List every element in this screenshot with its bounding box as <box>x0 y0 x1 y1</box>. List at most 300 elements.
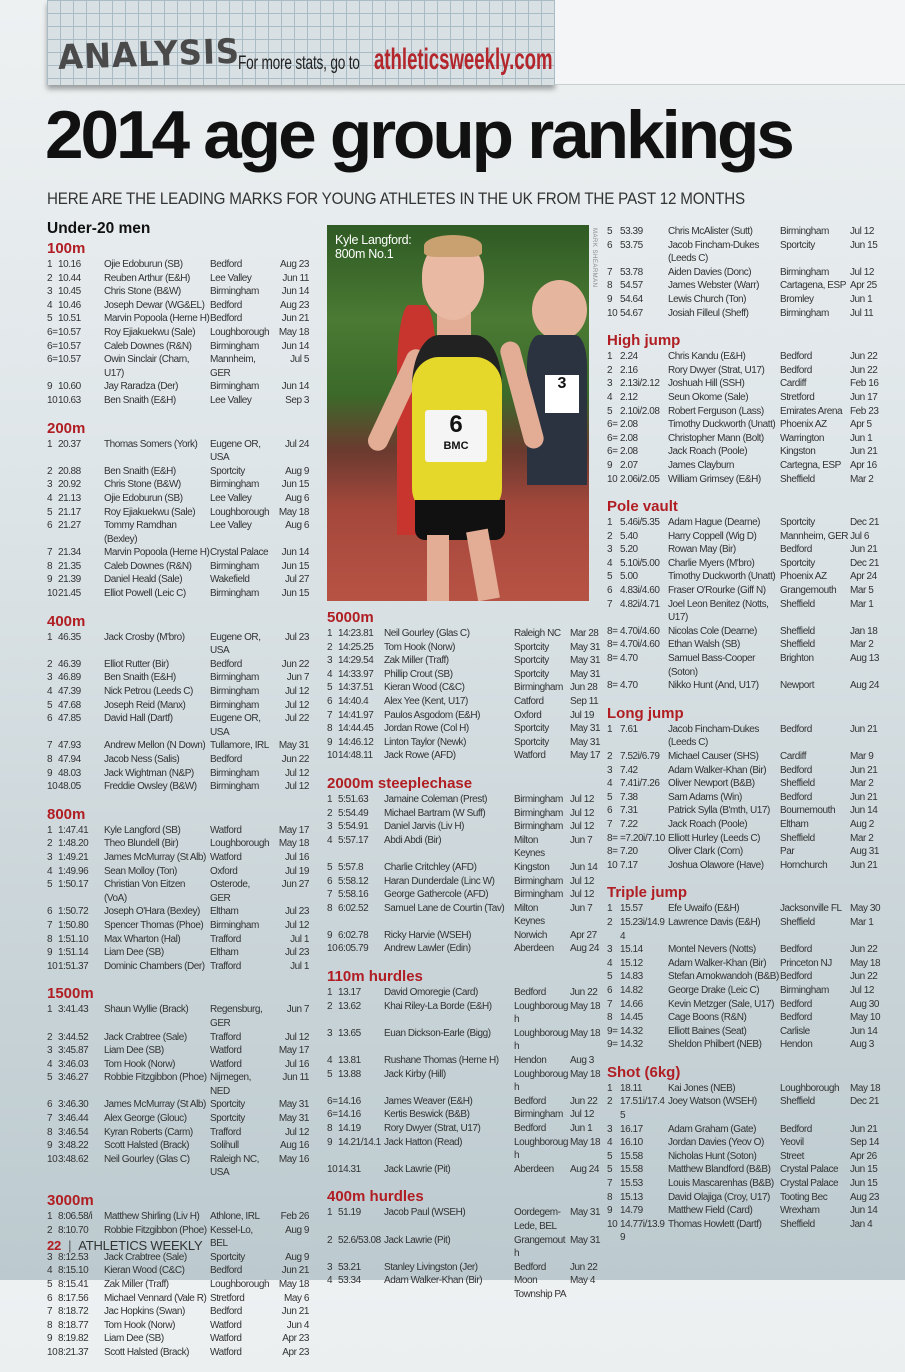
venue-cell: Jacksonville FL <box>780 903 842 915</box>
mark-cell: 8:21.37 <box>58 1346 89 1358</box>
ranking-row <box>327 722 601 736</box>
rank-cell: 2 <box>47 658 53 670</box>
venue-cell: Cartegna, ESP <box>780 459 841 471</box>
athlete-hair <box>424 235 482 257</box>
date-cell: Mar 2 <box>850 639 874 651</box>
venue-cell: Birmingham <box>210 672 259 684</box>
rank-cell: 9 <box>327 736 333 748</box>
event-block <box>47 220 309 408</box>
rank-cell: 4 <box>47 492 53 504</box>
venue-cell: Sportcity <box>210 1113 245 1125</box>
athlete-cell: Christian Von Eitzen (VoA) <box>104 879 186 904</box>
ranking-row <box>607 598 874 625</box>
mark-cell: 8:18.72 <box>58 1306 89 1318</box>
athlete-cell: Kieran Wood (C&C) <box>104 1265 185 1277</box>
venue-cell: Lee Valley <box>210 272 252 284</box>
date-cell: Mar 9 <box>850 751 874 762</box>
athlete-cell: Sean Molloy (Ton) <box>104 865 177 877</box>
ranking-row <box>327 749 601 763</box>
rank-cell: 5 <box>327 1068 333 1080</box>
date-cell: Jun 14 <box>281 381 309 393</box>
mark-cell: 21.17 <box>58 506 81 518</box>
mark-cell: 47.39 <box>58 686 81 698</box>
venue-cell: Sportcity <box>514 655 549 667</box>
date-cell: Jul 12 <box>285 699 309 711</box>
venue-cell: Nijmegen, NED <box>210 1072 251 1097</box>
mark-cell: 1:51.37 <box>58 960 89 972</box>
ranking-row <box>607 1150 877 1164</box>
mark-cell: 7.42 <box>620 764 638 776</box>
date-cell: Jun 15 <box>850 239 878 251</box>
athlete-cell: Jacob Paul (WSEH) <box>384 1207 466 1219</box>
athlete-cell: Jack Rowe (AFD) <box>384 750 456 762</box>
date-cell: Jun 14 <box>850 805 878 817</box>
venue-cell: Sportcity <box>210 1099 245 1111</box>
rank-cell: 3 <box>607 764 613 776</box>
athlete-cell: Jack Wightman (N&P) <box>104 767 194 779</box>
date-cell: Jun 1 <box>850 293 873 305</box>
venue-cell: Birmingham <box>514 821 563 833</box>
event-heading: 100m <box>47 240 86 257</box>
venue-cell: Osterode, GER <box>210 879 250 904</box>
rank-cell: 1 <box>47 1004 53 1016</box>
rank-cell: 3 <box>47 672 53 684</box>
mark-cell: 14:41.97 <box>338 709 374 721</box>
mark-cell: 5:51.63 <box>338 793 369 805</box>
venue-cell: Watford <box>210 1045 242 1057</box>
rank-cell: 7 <box>47 1306 53 1318</box>
athlete-cell: Chris Stone (B&W) <box>104 286 181 298</box>
date-cell: Aug 2 <box>850 818 874 830</box>
ranking-row <box>607 432 873 446</box>
date-cell: Jun 22 <box>850 971 878 983</box>
date-cell: May 31 <box>570 723 601 735</box>
mark-cell: 10.44 <box>58 272 81 284</box>
mark-cell: 14.77i/13.99 <box>620 1218 665 1244</box>
mark-cell: 14.19 <box>338 1123 361 1134</box>
date-cell: Dec 21 <box>850 517 879 529</box>
athlete-cell: Ben Snaith (E&H) <box>104 394 176 406</box>
group-heading: Under-20 men <box>47 220 151 237</box>
date-cell: Jul 23 <box>285 631 309 643</box>
mark-cell: 3:45.87 <box>58 1045 89 1057</box>
athlete-cell: Harry Coppell (Wig D) <box>668 530 757 542</box>
rank-cell: 10 <box>47 960 58 972</box>
rank-cell: 6 <box>47 906 53 918</box>
mark-cell: 3:46.44 <box>58 1113 89 1125</box>
athlete-cell: Rory Dwyer (Strat, U17) <box>384 1123 481 1134</box>
date-cell: May 31 <box>570 1207 601 1219</box>
date-cell: Jul 12 <box>570 793 594 805</box>
rank-cell: 9 <box>607 459 613 471</box>
ranking-row <box>47 851 309 865</box>
date-cell: Jun 28 <box>570 682 598 694</box>
mark-cell: 4.70 <box>620 653 638 665</box>
date-cell: Mar 1 <box>850 598 874 610</box>
ranking-row <box>47 394 309 408</box>
event-heading: 400m <box>47 612 86 630</box>
venue-cell: Tooting Bec <box>780 1191 828 1203</box>
date-cell: Jun 1 <box>850 432 873 444</box>
athlete-cell: Phillip Crout (SB) <box>384 668 453 680</box>
ranking-row <box>607 902 881 916</box>
date-cell: Jul 12 <box>570 807 594 819</box>
rank-cell: 7 <box>327 889 333 901</box>
rank-cell: 7 <box>47 919 53 931</box>
mark-cell: 20.88 <box>58 465 81 477</box>
bib-text: BMC <box>443 440 469 452</box>
date-cell: Mar 28 <box>570 628 599 639</box>
date-cell: Jul 23 <box>285 906 309 918</box>
rank-cell: 9= <box>607 1039 618 1051</box>
mark-cell: 4.70i/4.60 <box>620 625 660 637</box>
mark-cell: 7.41i/7.26 <box>620 778 660 790</box>
rank-cell: 2 <box>327 807 333 819</box>
athlete-cell: James Weaver (E&H) <box>384 1095 473 1107</box>
mark-cell: 8:10.70 <box>58 1224 89 1236</box>
mark-cell: 5:58.12 <box>338 875 369 887</box>
venue-cell: Loughborough <box>210 326 270 338</box>
venue-cell: Sportcity <box>514 668 549 680</box>
venue-cell: Mannheim, GER <box>210 354 256 379</box>
athlete-cell: Oliver Newport (B&B) <box>668 778 755 790</box>
rank-cell: 4 <box>607 1137 613 1149</box>
venue-cell: Sportcity <box>780 239 815 251</box>
date-cell: Aug 24 <box>850 680 879 692</box>
ranking-row <box>47 326 309 340</box>
ranking-row <box>47 1003 309 1030</box>
athlete-cell: Thomas Somers (York) <box>104 438 198 450</box>
ranking-row <box>607 266 874 280</box>
athlete-cell: Aiden Davies (Donc) <box>668 266 752 278</box>
date-cell: May 18 <box>850 957 881 969</box>
date-cell: Jun 22 <box>570 987 598 999</box>
date-cell: Jul 24 <box>285 438 309 450</box>
athlete-cell: Michael Vennard (Vale R) <box>104 1292 207 1304</box>
venue-cell: Sportcity <box>514 641 549 653</box>
athlete-cell: Jack Crabtree (Sale) <box>104 1031 187 1043</box>
mark-cell: 21.39 <box>58 574 81 586</box>
date-cell: Jun 15 <box>850 1178 878 1190</box>
date-cell: Jun 22 <box>570 1261 598 1273</box>
date-cell: Jan 18 <box>850 625 878 637</box>
ranking-row <box>327 1261 598 1275</box>
mark-cell: 10.57 <box>58 326 81 338</box>
athlete-cell: Rory Dwyer (Strat, U17) <box>668 364 765 376</box>
date-cell: Apr 23 <box>282 1333 309 1345</box>
date-cell: May 31 <box>278 1099 309 1111</box>
mark-cell: 4.70i/4.60 <box>620 639 660 651</box>
rank-cell: 9 <box>327 929 333 941</box>
event-block <box>607 704 879 873</box>
date-cell: Jun 22 <box>850 944 878 956</box>
venue-cell: Catford <box>514 695 544 707</box>
rank-cell: 1 <box>607 517 613 529</box>
rank-cell: 1 <box>327 1207 333 1219</box>
mark-cell: 2.16 <box>620 364 638 376</box>
date-cell: Jul 6 <box>850 530 869 542</box>
venue-cell: Eugene OR, USA <box>210 438 261 464</box>
mark-cell: 14.45 <box>620 1012 643 1024</box>
date-cell: Jul 16 <box>285 1058 309 1070</box>
rank-cell: 4 <box>327 1055 333 1067</box>
rank-cell: 9 <box>607 293 613 305</box>
rank-cell: 6= <box>607 432 618 444</box>
mark-cell: 4.70 <box>620 680 638 692</box>
athlete-cell: Nikko Hunt (And, U17) <box>668 680 759 692</box>
mark-cell: 7.38 <box>620 791 638 803</box>
date-cell: Aug 9 <box>285 1224 309 1236</box>
athlete-cell: Matthew Shirling (Liv H) <box>104 1211 200 1223</box>
mark-cell: 2.12 <box>620 391 638 403</box>
date-cell: Jul 12 <box>850 266 874 278</box>
ranking-row <box>327 875 594 889</box>
athlete-cell: Matthew Blandford (B&B) <box>668 1164 771 1176</box>
athlete-cell: Timothy Duckworth (Unatt) <box>668 419 776 431</box>
athlete-cell: Joey Watson (WSEH) <box>668 1096 757 1108</box>
date-cell: Jun 1 <box>570 1123 593 1134</box>
rank-cell: 2 <box>607 1096 613 1108</box>
mark-cell: 17.51i/17.45 <box>620 1096 665 1122</box>
date-cell: May 31 <box>570 1234 601 1246</box>
mark-cell: 21.27 <box>58 520 81 532</box>
rank-cell: 5 <box>607 405 613 417</box>
venue-cell: Brighton <box>780 653 814 665</box>
section-label: ANALYSIS <box>57 31 241 78</box>
date-cell: Apr 27 <box>570 929 597 941</box>
ranking-row <box>47 478 309 492</box>
venue-cell: Street <box>780 1150 804 1162</box>
mark-cell: 4.83i/4.60 <box>620 585 660 597</box>
ranking-row <box>47 780 309 794</box>
athlete-cell: Tom Hook (Norw) <box>104 1058 176 1070</box>
ranking-row <box>47 1031 309 1045</box>
ranking-row <box>327 986 598 1000</box>
mark-cell: 14.66 <box>620 998 643 1010</box>
ranking-row <box>47 671 309 685</box>
mark-cell: 7.22 <box>620 818 638 830</box>
ranking-row <box>47 878 309 905</box>
athlete-cell: Michael Causer (SHS) <box>668 751 759 762</box>
mark-cell: 8:06.58/i <box>58 1211 93 1223</box>
mark-cell: 54.67 <box>620 307 643 319</box>
ranking-row <box>47 712 309 739</box>
ranking-row <box>607 570 877 584</box>
venue-cell: Loughborough <box>514 1068 568 1094</box>
rank-cell: 2 <box>47 1031 53 1043</box>
venue-cell: Trafford <box>210 960 241 972</box>
venue-cell: Bedford <box>780 791 812 803</box>
date-cell: May 18 <box>570 1000 601 1012</box>
ranking-row <box>607 530 869 544</box>
ranking-row <box>327 709 594 723</box>
athlete-cell: Matthew Field (Card) <box>668 1205 753 1217</box>
date-cell: Jul 1 <box>290 933 309 945</box>
venue-cell: Oordegem-Lede, BEL <box>514 1207 561 1232</box>
ranking-row <box>327 929 597 943</box>
ranking-row <box>47 438 309 465</box>
date-cell: Aug 6 <box>285 520 309 532</box>
ranking-row <box>47 767 309 781</box>
rank-cell: 6= <box>47 326 58 338</box>
mark-cell: 14.32 <box>620 1039 643 1051</box>
rank-cell: 3 <box>47 1251 53 1263</box>
venue-cell: Bedford <box>780 1123 812 1135</box>
venue-cell: Bedford <box>780 544 812 556</box>
photo-credit: MARK SHEARMAN <box>591 228 597 288</box>
mark-cell: 46.35 <box>58 631 81 643</box>
event-heading: High jump <box>607 332 681 350</box>
mark-cell: 3:41.43 <box>58 1004 89 1016</box>
venue-cell: Oxford <box>514 709 542 721</box>
date-cell: Jul 12 <box>285 781 309 793</box>
date-cell: May 18 <box>278 838 309 850</box>
venue-cell: Birmingham <box>210 919 259 931</box>
ranking-row <box>327 807 594 821</box>
athlete-cell: Daniel Jarvis (Liv H) <box>384 821 465 833</box>
venue-cell: Sportcity <box>210 1251 245 1263</box>
ranking-row <box>47 560 309 574</box>
venue-cell: Mannheim, GER <box>780 530 849 542</box>
venue-cell: Birmingham <box>210 381 259 393</box>
mark-cell: 21.35 <box>58 560 81 572</box>
athlete-cell: George Drake (Leic C) <box>668 984 760 996</box>
event-heading: 400m hurdles <box>327 1188 424 1206</box>
athlete-cell: Shaun Wyllie (Brack) <box>104 1004 189 1016</box>
ranking-row <box>607 625 878 639</box>
venue-cell: Bedford <box>780 723 812 735</box>
date-cell: May 17 <box>278 1045 309 1057</box>
rank-cell: 2 <box>607 364 613 376</box>
ranking-row <box>47 1071 309 1098</box>
athlete-cell: Elliot Powell (Leic C) <box>104 588 186 600</box>
mark-cell: 1:51.14 <box>58 947 89 959</box>
rank-cell: 4 <box>607 778 613 790</box>
rank-cell: 1 <box>47 438 53 450</box>
date-cell: Aug 6 <box>285 492 309 504</box>
ranking-row <box>607 473 874 487</box>
venue-cell: Loughborough <box>780 1082 840 1094</box>
rank-cell: 8= <box>607 625 618 637</box>
date-cell: Jun 21 <box>281 1306 309 1318</box>
date-cell: May 18 <box>850 1082 881 1094</box>
ranking-row <box>607 293 873 307</box>
rank-cell: 8 <box>327 723 333 735</box>
date-cell: Jul 12 <box>570 1109 594 1121</box>
venue-cell: Eltham <box>780 818 809 830</box>
ranking-row <box>47 1210 309 1224</box>
ranking-row <box>47 285 309 299</box>
mark-cell: 5.00 <box>620 571 638 583</box>
athlete-cell: Stefan Amokwandoh (B&B) <box>668 971 779 983</box>
mark-cell: 15.58 <box>620 1150 643 1162</box>
rank-cell: 6 <box>327 695 333 707</box>
venue-cell: Grangemouth <box>514 1234 566 1260</box>
ranking-row <box>607 239 878 266</box>
venue-cell: Kessel-Lo, BEL <box>210 1224 253 1250</box>
ranking-row <box>47 272 309 286</box>
athlete-cell: Jacob Fincham-Dukes (Leeds C) <box>668 239 759 265</box>
mark-cell: 10.60 <box>58 381 81 393</box>
venue-cell: Kingston <box>514 861 550 873</box>
mark-cell: 53.34 <box>338 1275 361 1287</box>
date-cell: Jun 21 <box>850 544 878 556</box>
date-cell: May 30 <box>850 903 881 915</box>
athlete-cell: Robbie Fitzgibbon (Phoe) <box>104 1224 207 1236</box>
ranking-row <box>47 933 309 947</box>
date-cell: Dec 21 <box>850 1096 879 1108</box>
date-cell: May 31 <box>570 736 601 748</box>
venue-cell: Bedford <box>514 1095 546 1107</box>
athlete-cell: Ojie Edoburun (SB) <box>104 259 183 270</box>
ranking-row <box>607 1082 881 1096</box>
mark-cell: 16.17 <box>620 1123 643 1135</box>
page-footer <box>47 1238 202 1253</box>
athlete-cell: Louis Mascarenhas (B&B) <box>668 1178 774 1190</box>
event-block <box>327 774 599 956</box>
venue-cell: Par <box>780 846 795 858</box>
venue-cell: Birmingham <box>210 781 259 793</box>
athlete-cell: Montel Nevers (Notts) <box>668 944 756 956</box>
rank-cell: 4 <box>47 686 53 698</box>
ranking-row <box>47 506 309 520</box>
mark-cell: 13.17 <box>338 987 361 999</box>
venue-cell: Watford <box>514 750 546 762</box>
event-heading: 1500m <box>47 985 94 1003</box>
ranking-row <box>47 960 309 974</box>
venue-cell: Loughborough <box>210 506 270 518</box>
venue-cell: Stretford <box>210 1292 245 1304</box>
venue-cell: Bedford <box>780 998 812 1010</box>
venue-cell: Bedford <box>780 1012 812 1024</box>
ranking-row <box>327 1054 594 1068</box>
event-block <box>607 884 881 1052</box>
venue-cell: Bedford <box>780 364 812 376</box>
date-cell: May 6 <box>284 1292 309 1304</box>
rank-cell: 6= <box>327 1109 338 1121</box>
site-link[interactable]: athleticsweekly.com <box>374 43 553 76</box>
athlete-cell: James Webster (Warr) <box>668 280 760 292</box>
date-cell: Jun 14 <box>281 340 309 352</box>
venue-cell: Bedford <box>780 971 812 983</box>
date-cell: Jul 5 <box>290 354 309 366</box>
date-cell: May 18 <box>570 1027 601 1039</box>
leg <box>427 535 449 601</box>
ranking-row <box>327 1234 601 1261</box>
ranking-row <box>607 723 878 750</box>
date-cell: Jun 22 <box>850 364 878 376</box>
rank-cell: 5 <box>47 1072 53 1084</box>
ranking-row <box>47 1264 309 1278</box>
photo-caption <box>335 233 411 261</box>
date-cell: Jul 1 <box>290 960 309 972</box>
ranking-row <box>47 824 309 838</box>
venue-cell: Birmingham <box>780 226 829 237</box>
ranking-row <box>47 1292 309 1306</box>
background-runner-bib <box>545 375 579 413</box>
mark-cell: 14:23.81 <box>338 628 374 639</box>
ranking-row <box>47 753 309 767</box>
mark-cell: 7.31 <box>620 805 638 817</box>
athlete-cell: Christopher Mann (Bolt) <box>668 432 764 444</box>
rank-cell: 6 <box>607 585 613 597</box>
ranking-row <box>607 279 877 293</box>
mark-cell: 2.07 <box>620 459 638 471</box>
athlete-cell: Spencer Thomas (Phoe) <box>104 919 204 931</box>
rank-cell: 9 <box>47 1140 53 1152</box>
venue-cell: Aberdeen <box>514 943 554 955</box>
mark-cell: 53.39 <box>620 226 643 237</box>
